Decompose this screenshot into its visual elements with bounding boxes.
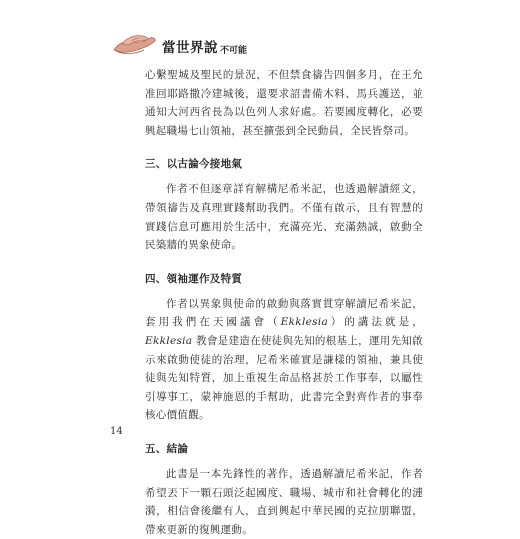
ekklesia-term: Ekklesia: [145, 334, 193, 347]
section-4-text-c: 教會是建造在使徒與先知的根基上，運用先知啟示來啟動使徒的治理，尼希米確實是謙樣的領袖，兼具使徒與先知特質，加上重視生命品格甚於工作事奉，以屬性引導事工，蒙神施恩的手幫助，此書完全對齊作者的事奉核心價值觀。: [145, 334, 423, 422]
page-number: 14: [110, 426, 123, 437]
running-header: [112, 30, 247, 56]
section-heading-5: 五、結論: [145, 442, 189, 455]
ekklesia-term: Ekklesia: [280, 316, 329, 329]
section-3-text: 作者不但逐章詳育解構尼希米記，也透過解讀經文，帶領禱告及真理實踐幫助我們。不僅有啟示，且有智慧的實踐信息可應用於生活中，充滿亮光、充滿熱誠，啟動全民築牆的異象使命。: [145, 183, 423, 252]
series-subtitle: 不可能: [220, 46, 248, 56]
section-4-text-a: 作者以異象與使命的啟動與落實貫穿解讀尼希米記，套用我們在天國議會（: [145, 297, 423, 329]
section-heading-4: 四、領袖運作及特質: [145, 272, 243, 285]
series-title: 當世界說: [162, 40, 218, 56]
section-5-text: 此書是一本先鋒性的著作，透過解讀尼希米記，作者希望丟下一顆石頭泛起國度、職場、城市和社會轉化的漣漪，相信會後繼有人，直到興起中華民國的克拉朋聯盟，帶來更新的復興運動。: [145, 467, 423, 536]
section-3-paragraph: [145, 180, 423, 254]
section-4-paragraph: [145, 295, 423, 425]
section-4-text-b: ）的講法就是，: [328, 316, 423, 329]
hands-holding-icon: [112, 30, 158, 56]
page-body: [145, 66, 423, 539]
intro-paragraph: 心繫聖城及聖民的景況，不但禁食禱告四個多月，在王允准回耶路撒冷建城後，還要求詔書備木料、馬兵護送，並通知大河西省長為以色列人求好處。若要國度轉化，必要興起職場七山領袖，甚至擴張到全民動員，全民皆祭司。: [145, 69, 423, 137]
section-5-paragraph: [145, 465, 423, 539]
section-heading-3: 三、以古論今接地氣: [145, 158, 243, 171]
